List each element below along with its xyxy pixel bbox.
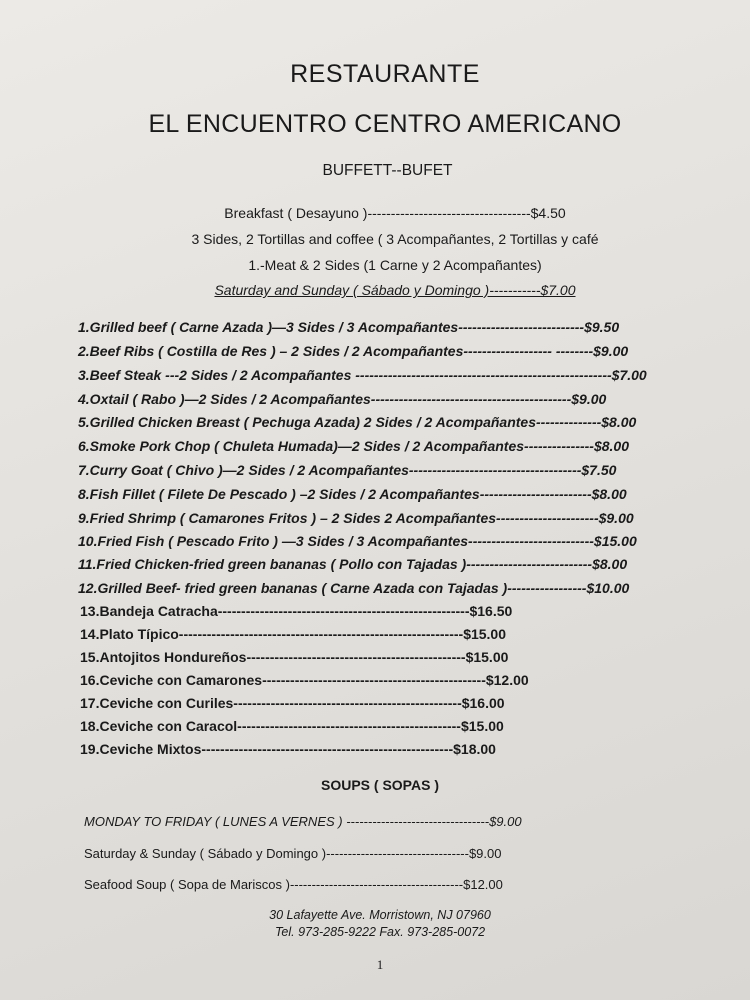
weekend-price-line: Saturday and Sunday ( Sábado y Domingo )-----------$7.00 (214, 282, 576, 298)
menu-item: 7.Curry Goat ( Chivo )—2 Sides / 2 Acompañantes-------------------------------------$7.50 (78, 462, 617, 478)
menu-item: 9.Fried Shrimp ( Camarones Fritos ) – 2 Sides 2 Acompañantes----------------------$9.00 (78, 510, 634, 526)
menu-item: 8.Fish Fillet ( Filete De Pescado ) –2 Sides / 2 Acompañantes------------------------$8.00 (78, 486, 627, 502)
meat-sides-line: 1.-Meat & 2 Sides (1 Carne y 2 Acompañantes) (248, 257, 542, 273)
menu-item: 16.Ceviche con Camarones------------------------------------------------$12.00 (80, 672, 529, 688)
menu-item: 14.Plato Típico-------------------------------------------------------------$15.00 (80, 626, 507, 642)
breakfast-line: Breakfast ( Desayuno )-----------------------------------$4.50 (224, 205, 566, 221)
menu-item: 1.Grilled beef ( Carne Azada )—3 Sides / 3 Acompañantes---------------------------$9.50 (78, 319, 620, 335)
breakfast-sides-line: 3 Sides, 2 Tortillas and coffee ( 3 Acompañantes, 2 Tortillas y café (191, 231, 599, 247)
soup-item: Saturday & Sunday ( Sábado y Domingo )---------------------------------$9.00 (84, 846, 502, 861)
soup-item: MONDAY TO FRIDAY ( LUNES A VERNES ) ---------------------------------$9.00 (84, 814, 522, 829)
page-number: 1 (376, 957, 384, 972)
menu-item: 17.Ceviche con Curiles-------------------------------------------------$16.00 (80, 695, 505, 711)
phone-fax: Tel. 973-285-9222 Fax. 973-285-0072 (274, 925, 486, 939)
soup-item: Seafood Soup ( Sopa de Mariscos )----------------------------------------$12.00 (84, 877, 503, 892)
menu-item: 4.Oxtail ( Rabo )—2 Sides / 2 Acompañantes-------------------------------------------$9.00 (78, 391, 607, 407)
menu-item: 12.Grilled Beef- fried green bananas ( Carne Azada con Tajadas )-----------------$10.00 (78, 580, 630, 596)
menu-item: 6.Smoke Pork Chop ( Chuleta Humada)—2 Sides / 2 Acompañantes---------------$8.00 (78, 438, 629, 454)
menu-item: 13.Bandeja Catracha------------------------------------------------------$16.50 (80, 603, 513, 619)
menu-item: 5.Grilled Chicken Breast ( Pechuga Azada) 2 Sides / 2 Acompañantes--------------$8.00 (78, 414, 637, 430)
restaurant-title: RESTAURANTE (290, 60, 480, 88)
menu-item: 11.Fried Chicken-fried green bananas ( Pollo con Tajadas )---------------------------$8.00 (78, 556, 628, 572)
restaurant-name: EL ENCUENTRO CENTRO AMERICANO (148, 110, 622, 138)
soups-heading: SOUPS ( SOPAS ) (321, 777, 439, 793)
menu-item: 2.Beef Ribs ( Costilla de Res ) – 2 Sides / 2 Acompañantes------------------- --------$9.00 (78, 343, 629, 359)
menu-item: 15.Antojitos Hondureños-----------------------------------------------$15.00 (80, 649, 509, 665)
menu-item: 10.Fried Fish ( Pescado Frito ) —3 Sides / 3 Acompañantes---------------------------$15.00 (78, 533, 637, 549)
menu-item: 3.Beef Steak ---2 Sides / 2 Acompañantes -------------------------------------------------------$7.00 (78, 367, 647, 383)
buffet-heading: BUFFETT--BUFET (322, 162, 453, 179)
menu-item: 18.Ceviche con Caracol------------------------------------------------$15.00 (80, 718, 504, 734)
menu-item: 19.Ceviche Mixtos------------------------------------------------------$18.00 (80, 741, 496, 757)
address: 30 Lafayette Ave. Morristown, NJ 07960 (269, 908, 491, 922)
